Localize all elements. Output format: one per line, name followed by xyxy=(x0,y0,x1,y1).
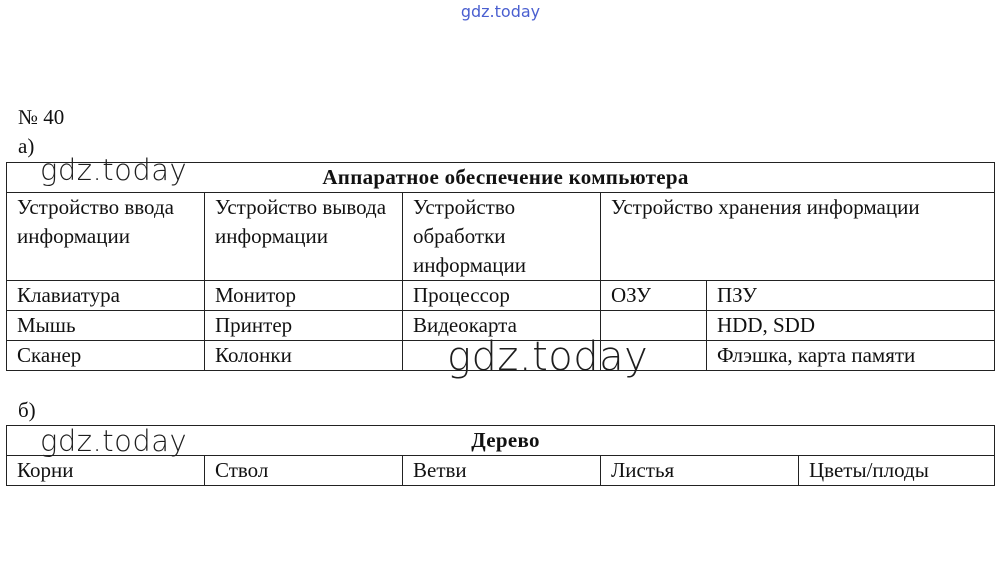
table-cell: HDD, SDD xyxy=(707,311,995,341)
header-output-devices: Устройство вывода информации xyxy=(205,193,403,281)
table-cell: Ветви xyxy=(403,456,601,486)
table-cell: Ствол xyxy=(205,456,403,486)
site-watermark-header: gdz.today xyxy=(460,2,541,21)
header-processing-devices: Устройство обработки информации xyxy=(403,193,601,281)
table-cell: Сканер xyxy=(7,341,205,371)
part-a-label: а) xyxy=(18,134,35,158)
table-cell: Колонки xyxy=(205,341,403,371)
site-watermark: gdz.today xyxy=(40,153,188,187)
table-cell: Флэшка, карта памяти xyxy=(707,341,995,371)
table-cell: Цветы/плоды xyxy=(799,456,995,486)
table-row xyxy=(7,281,995,311)
table-cell: Монитор xyxy=(205,281,403,311)
tree-table-title: Дерево xyxy=(7,426,995,456)
table-cell: Видеокарта xyxy=(403,311,601,341)
part-b-label: б) xyxy=(18,398,36,422)
site-watermark: gdz.today xyxy=(447,334,649,380)
table-cell: Клавиатура xyxy=(7,281,205,311)
table-cell: ПЗУ xyxy=(707,281,995,311)
task-number: № 40 xyxy=(18,105,65,129)
table-cell: Мышь xyxy=(7,311,205,341)
table-row xyxy=(7,456,995,486)
table-cell: Процессор xyxy=(403,281,601,311)
header-storage-devices: Устройство хранения информации xyxy=(601,193,995,281)
table-cell: Листья xyxy=(601,456,799,486)
table-cell: Принтер xyxy=(205,311,403,341)
hardware-table-title: Аппаратное обеспечение компьютера xyxy=(7,163,995,193)
table-cell: Корни xyxy=(7,456,205,486)
site-watermark: gdz.today xyxy=(40,424,188,458)
header-input-devices: Устройство ввода информации xyxy=(7,193,205,281)
table-cell: ОЗУ xyxy=(601,281,707,311)
